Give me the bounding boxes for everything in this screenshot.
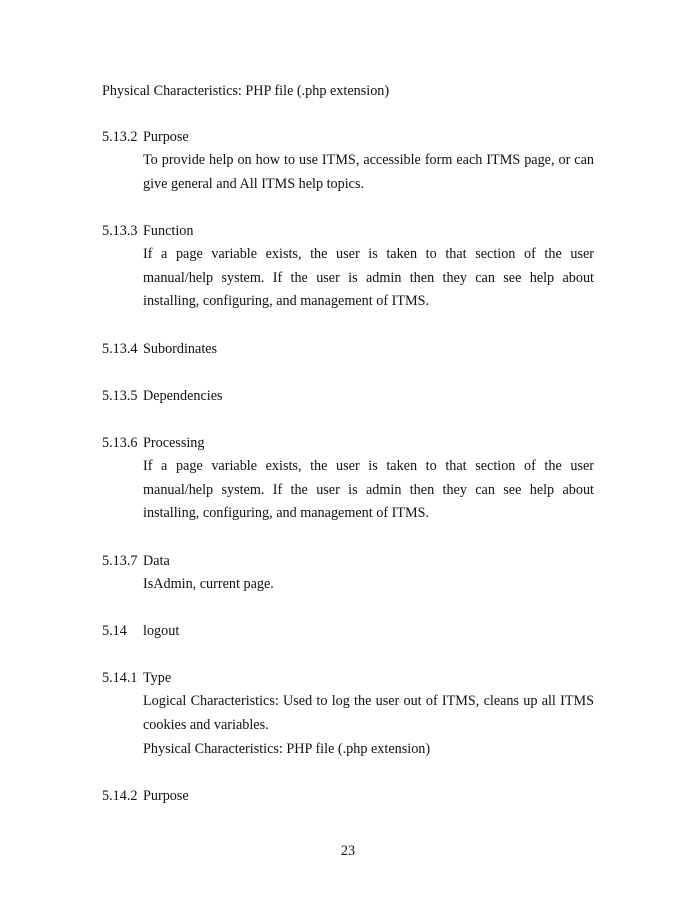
section-title-logout: logout [143, 623, 180, 639]
physical-characteristics-line: Physical Characteristics: PHP file (.php extension) [102, 83, 390, 99]
section-body-purpose: To provide help on how to use ITMS, accessible form each ITMS page, or can give general and All ITMS help topics. [143, 152, 594, 192]
section-body-data: IsAdmin, current page. [143, 576, 274, 592]
section-body-type: Logical Characteristics: Used to log the user out of ITMS, cleans up all ITMS cookies and variables. [143, 693, 594, 733]
section-body-type-physical: Physical Characteristics: PHP file (.php extension) [143, 741, 431, 757]
section-title-purpose: Purpose [143, 129, 189, 145]
section-title-subordinates: Subordinates [143, 341, 218, 357]
section-title-dependencies: Dependencies [143, 388, 223, 404]
section-number-5-14: 5.14 [102, 623, 127, 639]
section-title-data: Data [143, 553, 170, 569]
section-number-5-13-3: 5.13.3 [102, 223, 138, 239]
section-body-processing: If a page variable exists, the user is taken to that section of the user manual/help system. If the user is admin then they can see help about installing, configuring, and management of ITMS. [143, 458, 594, 521]
section-number-5-14-2: 5.14.2 [102, 788, 138, 804]
section-number-5-13-2: 5.13.2 [102, 129, 138, 145]
section-title-type: Type [143, 670, 172, 686]
section-number-5-13-7: 5.13.7 [102, 553, 138, 569]
section-number-5-13-4: 5.13.4 [102, 341, 138, 357]
section-number-5-13-6: 5.13.6 [102, 435, 138, 451]
section-title-function: Function [143, 223, 194, 239]
section-number-5-14-1: 5.14.1 [102, 670, 138, 686]
section-title-processing: Processing [143, 435, 205, 451]
section-body-function: If a page variable exists, the user is taken to that section of the user manual/help system. If the user is admin then they can see help about installing, configuring, and management of ITMS. [143, 246, 594, 309]
section-title-purpose-2: Purpose [143, 788, 189, 804]
section-number-5-13-5: 5.13.5 [102, 388, 138, 404]
page-number: 23 [340, 843, 356, 859]
